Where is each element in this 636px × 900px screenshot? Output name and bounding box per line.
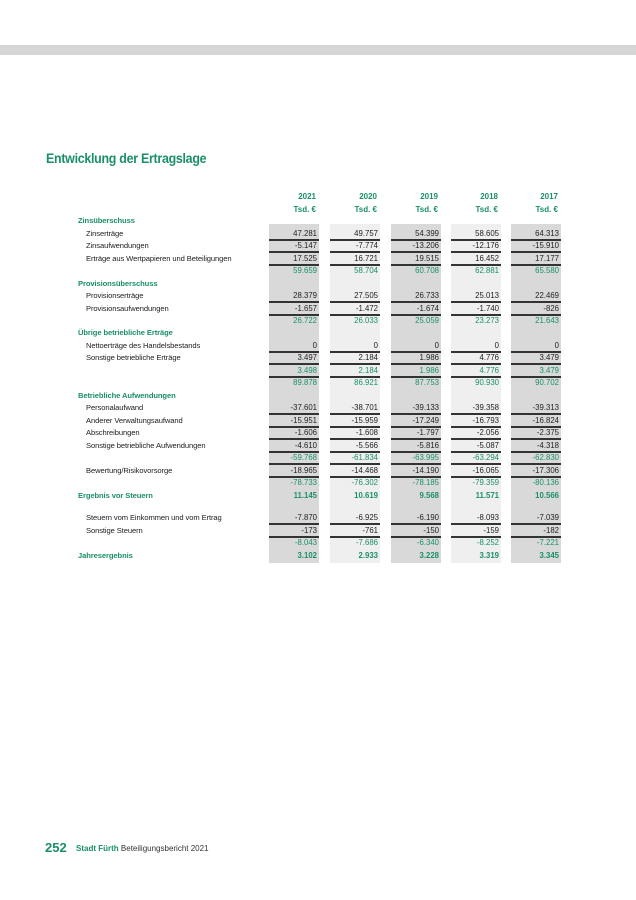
table-cell: -7.039 bbox=[536, 513, 559, 522]
table-cell: 1.986 bbox=[419, 353, 439, 362]
table-cell: -1.608 bbox=[355, 428, 378, 437]
table-cell: 60.708 bbox=[415, 266, 439, 275]
table-cell: 90.930 bbox=[475, 378, 499, 387]
table-cell: 0 bbox=[494, 341, 499, 350]
column-year: 2021 bbox=[298, 192, 316, 201]
row-label: Provisionserträge bbox=[86, 291, 144, 300]
table-cell: -173 bbox=[301, 526, 317, 535]
table-cell: 3.498 bbox=[297, 366, 317, 375]
table-cell: -761 bbox=[362, 526, 378, 535]
column-unit: Tsd. € bbox=[415, 205, 438, 214]
table-row bbox=[0, 512, 636, 524]
table-row bbox=[0, 415, 636, 427]
row-label: Zinsaufwendungen bbox=[86, 241, 149, 250]
table-cell: 17.525 bbox=[293, 254, 317, 263]
table-row bbox=[0, 402, 636, 414]
table-cell: -8.252 bbox=[476, 538, 499, 547]
table-cell: -17.306 bbox=[532, 466, 559, 475]
table-cell: 25.059 bbox=[415, 316, 439, 325]
table-cell: 0 bbox=[373, 341, 378, 350]
table-cell: 27.505 bbox=[354, 291, 378, 300]
table-cell: -7.221 bbox=[536, 538, 559, 547]
table-cell: 11.571 bbox=[475, 491, 499, 500]
table-cell: 86.921 bbox=[354, 378, 378, 387]
table-row bbox=[0, 490, 636, 502]
table-cell: 3.479 bbox=[539, 353, 559, 362]
table-cell: 19.515 bbox=[415, 254, 439, 263]
column-unit: Tsd. € bbox=[354, 205, 377, 214]
table-cell: 25.013 bbox=[475, 291, 499, 300]
table-cell: 49.757 bbox=[354, 229, 378, 238]
table-cell: 11.145 bbox=[293, 491, 317, 500]
table-cell: 2.184 bbox=[358, 366, 378, 375]
table-row bbox=[0, 253, 636, 265]
table-row bbox=[0, 390, 636, 402]
table-row bbox=[0, 477, 636, 489]
row-label: Sonstige betriebliche Erträge bbox=[86, 353, 181, 362]
table-cell: 64.313 bbox=[535, 229, 559, 238]
table-cell: 22.469 bbox=[535, 291, 559, 300]
table-row bbox=[0, 465, 636, 477]
table-row bbox=[0, 278, 636, 290]
table-cell: 3.102 bbox=[297, 551, 317, 560]
page-title: Entwicklung der Ertragslage bbox=[46, 151, 207, 166]
row-label: Personalaufwand bbox=[86, 403, 144, 412]
table-cell: -1.472 bbox=[355, 304, 378, 313]
table-cell: 89.878 bbox=[293, 378, 317, 387]
row-label: Nettoerträge des Handelsbestands bbox=[86, 341, 201, 350]
table-row bbox=[0, 550, 636, 562]
table-row bbox=[0, 303, 636, 315]
table-cell: -5.566 bbox=[355, 441, 378, 450]
table-cell: -13.206 bbox=[412, 241, 439, 250]
table-cell: -1.797 bbox=[416, 428, 439, 437]
table-row bbox=[0, 377, 636, 389]
table-cell: 4.776 bbox=[479, 353, 499, 362]
table-cell: -4.318 bbox=[536, 441, 559, 450]
table-cell: 3.479 bbox=[539, 366, 559, 375]
table-cell: -1.674 bbox=[416, 304, 439, 313]
table-row bbox=[0, 327, 636, 339]
table-row bbox=[0, 427, 636, 439]
table-cell: 26.722 bbox=[293, 316, 317, 325]
row-label: Sonstige Steuern bbox=[86, 526, 143, 535]
column-unit: Tsd. € bbox=[535, 205, 558, 214]
table-cell: -78.185 bbox=[412, 478, 439, 487]
table-cell: -12.176 bbox=[472, 241, 499, 250]
table-cell: -7.774 bbox=[355, 241, 378, 250]
table-cell: 58.605 bbox=[475, 229, 499, 238]
table-cell: -6.190 bbox=[416, 513, 439, 522]
column-unit: Tsd. € bbox=[293, 205, 316, 214]
table-cell: -182 bbox=[543, 526, 559, 535]
table-cell: -62.830 bbox=[532, 453, 559, 462]
table-cell: 10.566 bbox=[535, 491, 559, 500]
table-cell: -6.925 bbox=[355, 513, 378, 522]
table-cell: -5.087 bbox=[476, 441, 499, 450]
table-cell: -7.686 bbox=[355, 538, 378, 547]
row-label: Sonstige betriebliche Aufwendungen bbox=[86, 441, 206, 450]
table-cell: 23.273 bbox=[475, 316, 499, 325]
table-cell: -6.340 bbox=[416, 538, 439, 547]
table-row bbox=[0, 290, 636, 302]
table-cell: -1.657 bbox=[294, 304, 317, 313]
table-cell: -78.733 bbox=[290, 478, 317, 487]
table-cell: 4.776 bbox=[479, 366, 499, 375]
row-label: Abschreibungen bbox=[86, 428, 140, 437]
table-cell: -8.043 bbox=[294, 538, 317, 547]
row-label: Provisionsaufwendungen bbox=[86, 304, 169, 313]
table-cell: -63.294 bbox=[472, 453, 499, 462]
table-cell: 3.319 bbox=[479, 551, 499, 560]
table-cell: 3.345 bbox=[539, 551, 559, 560]
footer-report-name: Beteiligungsbericht 2021 bbox=[120, 844, 209, 853]
column-year: 2020 bbox=[359, 192, 377, 201]
table-cell: 58.704 bbox=[354, 266, 378, 275]
table-cell: -38.701 bbox=[351, 403, 378, 412]
table-cell: -15.959 bbox=[351, 416, 378, 425]
row-label: Anderer Verwaltungsaufwand bbox=[86, 416, 183, 425]
table-cell: -80.136 bbox=[532, 478, 559, 487]
table-cell: 87.753 bbox=[415, 378, 439, 387]
table-cell: -17.249 bbox=[412, 416, 439, 425]
table-cell: -5.147 bbox=[294, 241, 317, 250]
table-cell: 2.184 bbox=[358, 353, 378, 362]
table-row bbox=[0, 265, 636, 277]
footer-text bbox=[76, 844, 209, 853]
column-year: 2019 bbox=[420, 192, 438, 201]
row-label: Jahresergebnis bbox=[78, 551, 133, 560]
table-cell: 21.643 bbox=[535, 316, 559, 325]
column-year: 2018 bbox=[480, 192, 498, 201]
table-cell: 28.379 bbox=[293, 291, 317, 300]
table-cell: -2.056 bbox=[476, 428, 499, 437]
table-cell: -150 bbox=[423, 526, 439, 535]
row-label: Bewertung/Risikovorsorge bbox=[86, 466, 173, 475]
column-year: 2017 bbox=[540, 192, 558, 201]
table-row bbox=[0, 315, 636, 327]
table-row bbox=[0, 440, 636, 452]
table-cell: -8.093 bbox=[476, 513, 499, 522]
row-label: Übrige betriebliche Erträge bbox=[78, 328, 173, 337]
table-cell: 0 bbox=[554, 341, 559, 350]
table-row bbox=[0, 240, 636, 252]
table-cell: -39.133 bbox=[412, 403, 439, 412]
table-cell: 54.399 bbox=[415, 229, 439, 238]
page-top-bar bbox=[0, 45, 636, 55]
table-cell: -15.910 bbox=[532, 241, 559, 250]
table-cell: 3.497 bbox=[297, 353, 317, 362]
table-cell: 0 bbox=[312, 341, 317, 350]
table-cell: 59.659 bbox=[293, 266, 317, 275]
table-cell: 3.228 bbox=[419, 551, 439, 560]
row-label: Zinserträge bbox=[86, 229, 124, 238]
table-cell: -159 bbox=[483, 526, 499, 535]
table-cell: -18.965 bbox=[290, 466, 317, 475]
table-cell: -5.816 bbox=[416, 441, 439, 450]
table-row bbox=[0, 525, 636, 537]
column-unit: Tsd. € bbox=[475, 205, 498, 214]
table-cell: -2.375 bbox=[536, 428, 559, 437]
table-cell: -37.601 bbox=[290, 403, 317, 412]
table-cell: 47.281 bbox=[293, 229, 317, 238]
table-cell: 9.568 bbox=[419, 491, 439, 500]
table-cell: -16.824 bbox=[532, 416, 559, 425]
table-cell: 10.619 bbox=[354, 491, 378, 500]
row-label: Zinsüberschuss bbox=[78, 216, 135, 225]
table-cell: -15.951 bbox=[290, 416, 317, 425]
table-cell: -16.065 bbox=[472, 466, 499, 475]
row-label: Erträge aus Wertpapieren und Beteiligungen bbox=[86, 254, 232, 263]
table-cell: -1.606 bbox=[294, 428, 317, 437]
table-cell: -39.313 bbox=[532, 403, 559, 412]
table-cell: 1.986 bbox=[419, 366, 439, 375]
table-cell: -4.610 bbox=[294, 441, 317, 450]
table-cell: -39.358 bbox=[472, 403, 499, 412]
page-number: 252 bbox=[45, 840, 67, 855]
table-row bbox=[0, 352, 636, 364]
table-cell: 2.933 bbox=[358, 551, 378, 560]
table-cell: -16.793 bbox=[472, 416, 499, 425]
table-cell: -76.302 bbox=[351, 478, 378, 487]
table-cell: -1.740 bbox=[476, 304, 499, 313]
table-cell: 16.721 bbox=[354, 254, 378, 263]
table-cell: 0 bbox=[434, 341, 439, 350]
table-row bbox=[0, 452, 636, 464]
table-cell: -59.768 bbox=[290, 453, 317, 462]
table-row bbox=[0, 228, 636, 240]
table-cell: -826 bbox=[543, 304, 559, 313]
table-row bbox=[0, 365, 636, 377]
table-cell: -63.995 bbox=[412, 453, 439, 462]
table-cell: 17.177 bbox=[535, 254, 559, 263]
table-cell: -79.359 bbox=[472, 478, 499, 487]
table-cell: 16.452 bbox=[475, 254, 499, 263]
footer-brand: Stadt Fürth bbox=[76, 844, 119, 853]
table-cell: 62.881 bbox=[475, 266, 499, 275]
row-label: Betriebliche Aufwendungen bbox=[78, 391, 176, 400]
row-label: Ergebnis vor Steuern bbox=[78, 491, 153, 500]
table-row bbox=[0, 215, 636, 227]
table-cell: 26.733 bbox=[415, 291, 439, 300]
table-row bbox=[0, 340, 636, 352]
table-cell: -7.870 bbox=[294, 513, 317, 522]
table-row bbox=[0, 537, 636, 549]
table-cell: 90.702 bbox=[535, 378, 559, 387]
table-cell: -14.190 bbox=[412, 466, 439, 475]
table-cell: 65.580 bbox=[535, 266, 559, 275]
row-label: Provisionsüberschuss bbox=[78, 279, 158, 288]
row-label: Steuern vom Einkommen und vom Ertrag bbox=[86, 513, 222, 522]
table-cell: 26.033 bbox=[354, 316, 378, 325]
table-cell: -61.834 bbox=[351, 453, 378, 462]
table-cell: -14.468 bbox=[351, 466, 378, 475]
